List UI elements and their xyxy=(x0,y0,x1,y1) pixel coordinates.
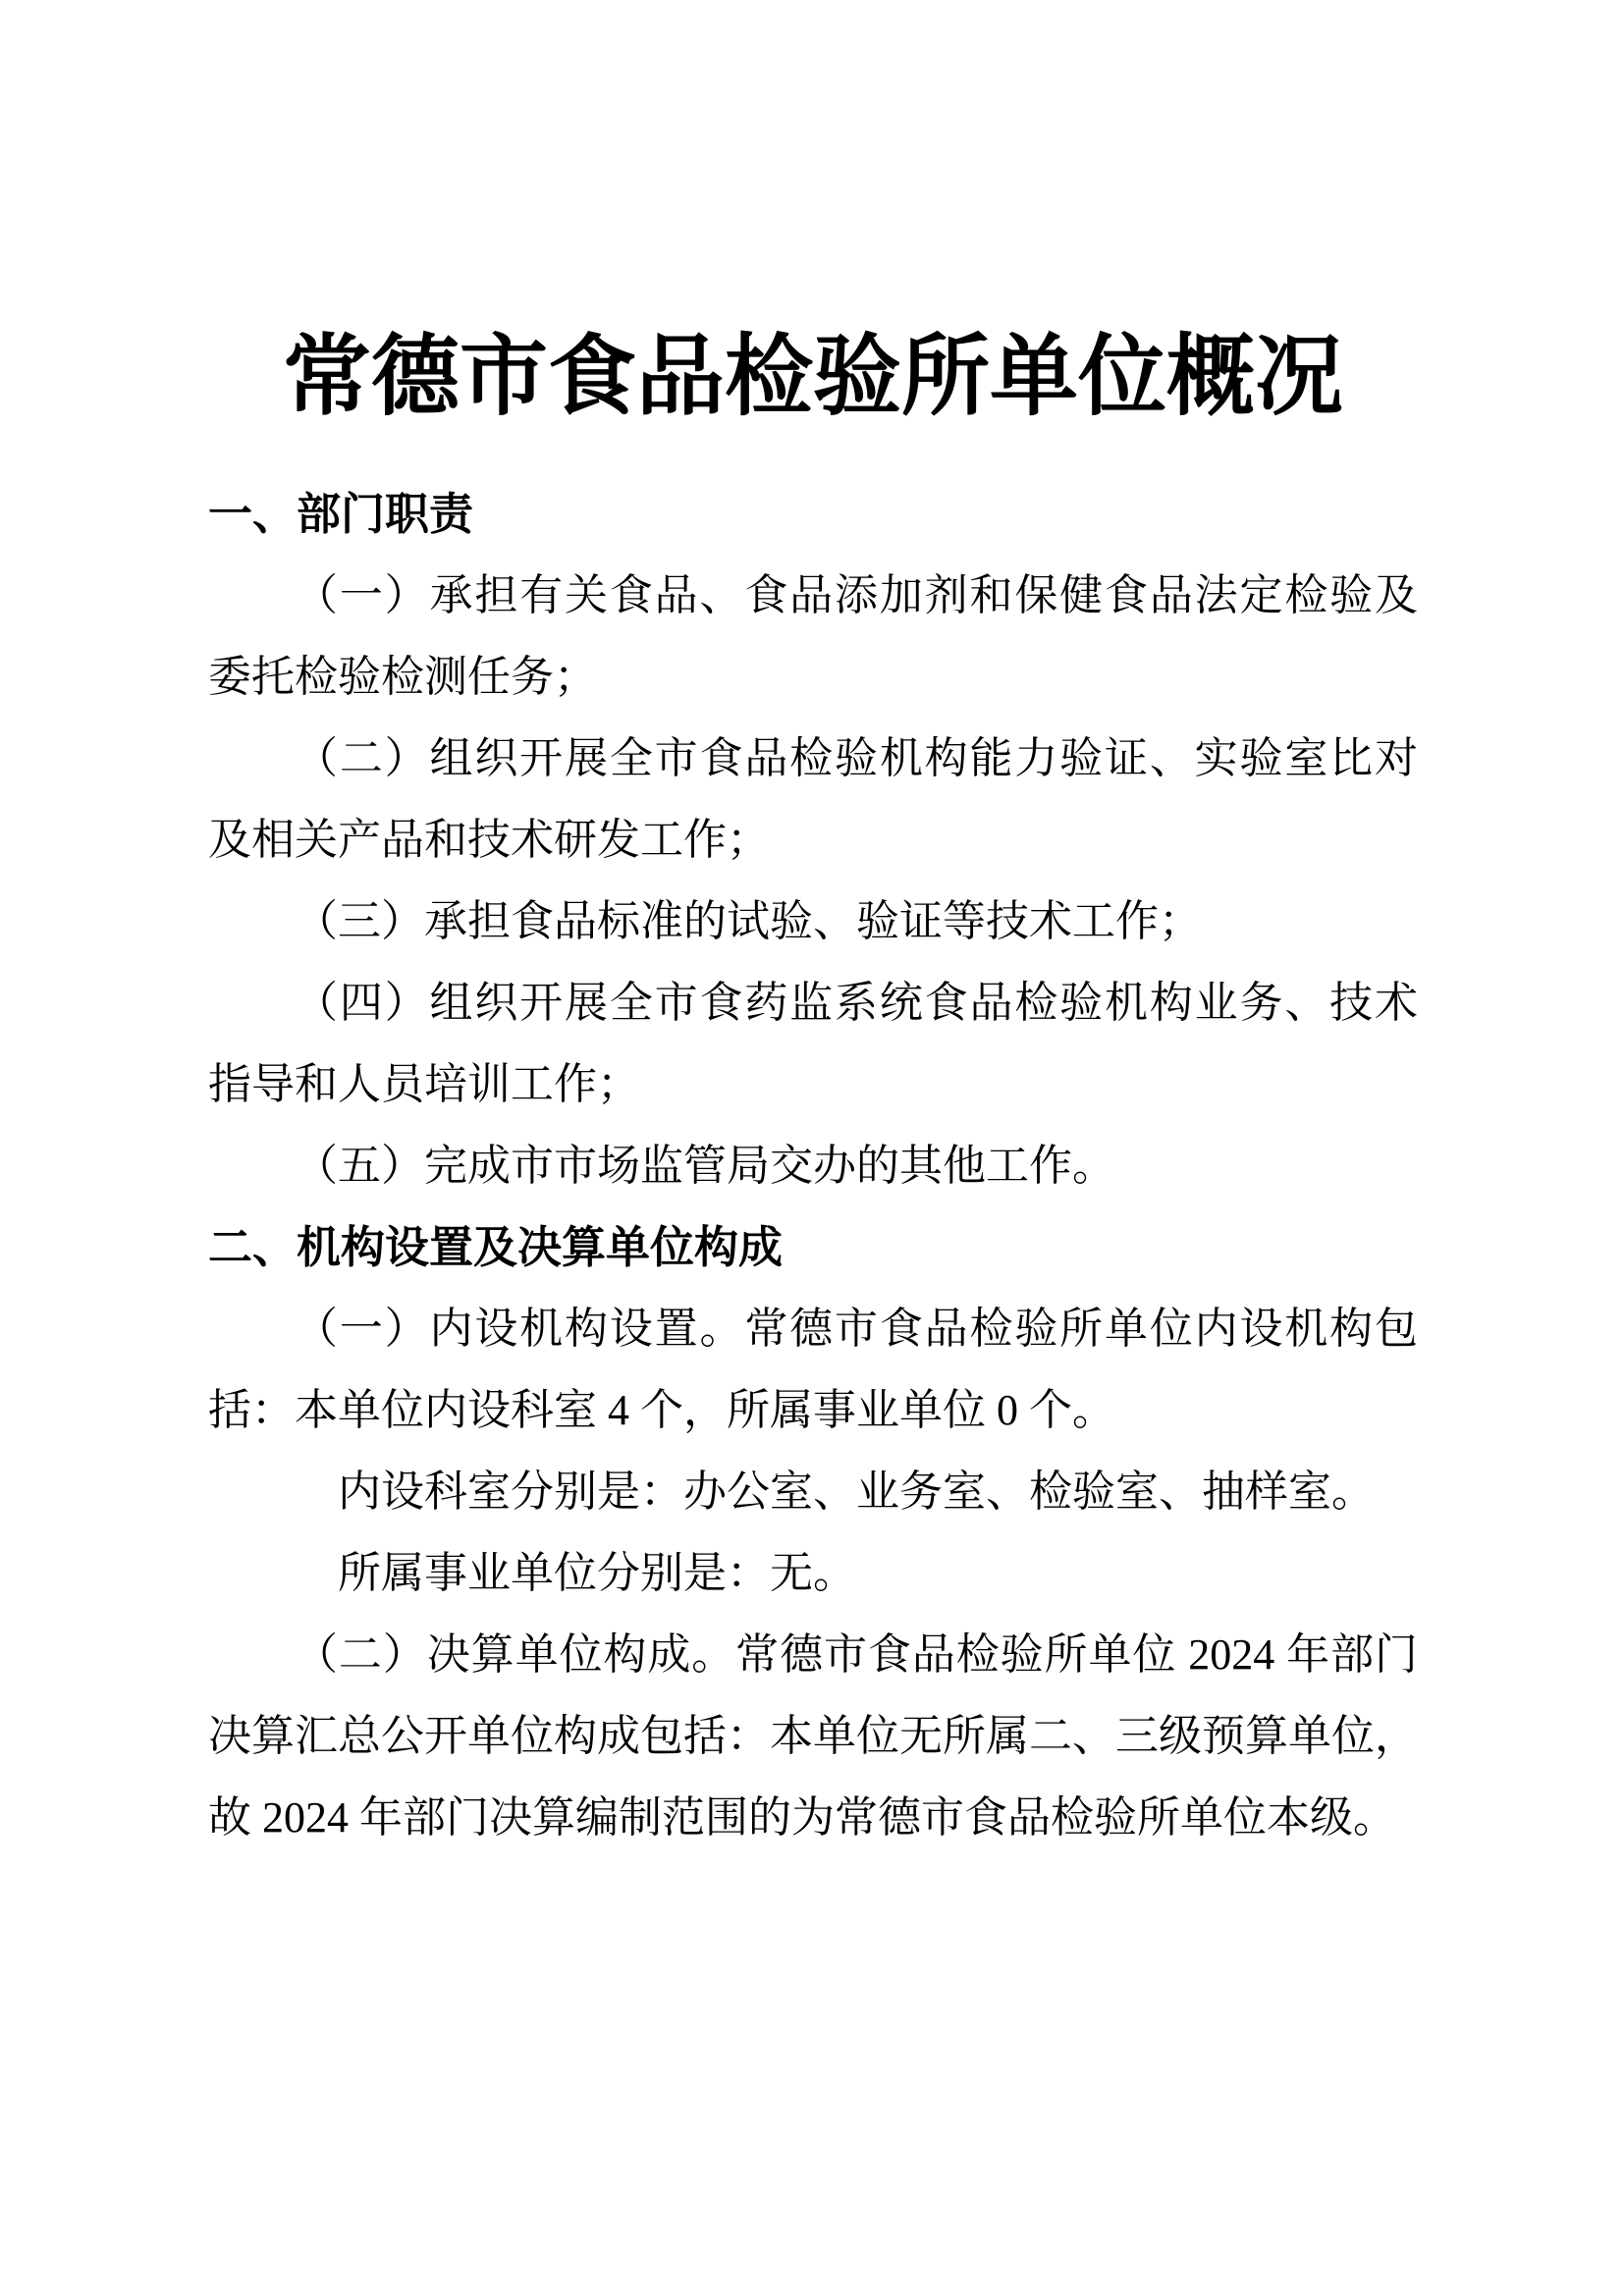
paragraph-line: 所属事业单位分别是：无。 xyxy=(338,1549,856,1597)
paragraph-line: （一）内设机构设置。常德市食品检验所单位内设机构包 xyxy=(295,1305,1418,1353)
paragraph-line: 及相关产品和技术研发工作； xyxy=(208,816,770,864)
paragraph-line: （三）承担食品标准的试验、验证等技术工作； xyxy=(295,897,1202,945)
section-heading-duties: 一、部门职责 xyxy=(208,489,474,539)
paragraph-line: 委托检验检测任务； xyxy=(208,653,597,701)
paragraph-line: （五）完成市市场监管局交办的其他工作。 xyxy=(295,1142,1115,1190)
paragraph-line: （一）承担有关食品、食品添加剂和保健食品法定检验及 xyxy=(295,571,1418,619)
paragraph-line: （二）组织开展全市食品检验机构能力验证、实验室比对 xyxy=(295,734,1418,782)
paragraph-line: （二）决算单位构成。常德市食品检验所单位 2024 年部门 xyxy=(295,1630,1418,1679)
document-title-text: 常德市食品检验所单位概况 xyxy=(283,329,1343,426)
paragraph-line: 内设科室分别是：办公室、业务室、检验室、抽样室。 xyxy=(338,1468,1375,1516)
document-title xyxy=(208,326,1418,430)
paragraph-line: 故 2024 年部门决算编制范围的为常德市食品检验所单位本级。 xyxy=(208,1793,1396,1842)
paragraph-line: （四）组织开展全市食药监系统食品检验机构业务、技术 xyxy=(295,979,1418,1027)
paragraph-line: 指导和人员培训工作； xyxy=(208,1060,640,1108)
section-heading-organization: 二、机构设置及决算单位构成 xyxy=(208,1222,784,1272)
paragraph-line: 括：本单位内设科室 4 个，所属事业单位 0 个。 xyxy=(208,1386,1115,1434)
paragraph-line: 决算汇总公开单位构成包括：本单位无所属二、三级预算单位， xyxy=(208,1712,1418,1760)
document-body xyxy=(208,473,1418,1858)
